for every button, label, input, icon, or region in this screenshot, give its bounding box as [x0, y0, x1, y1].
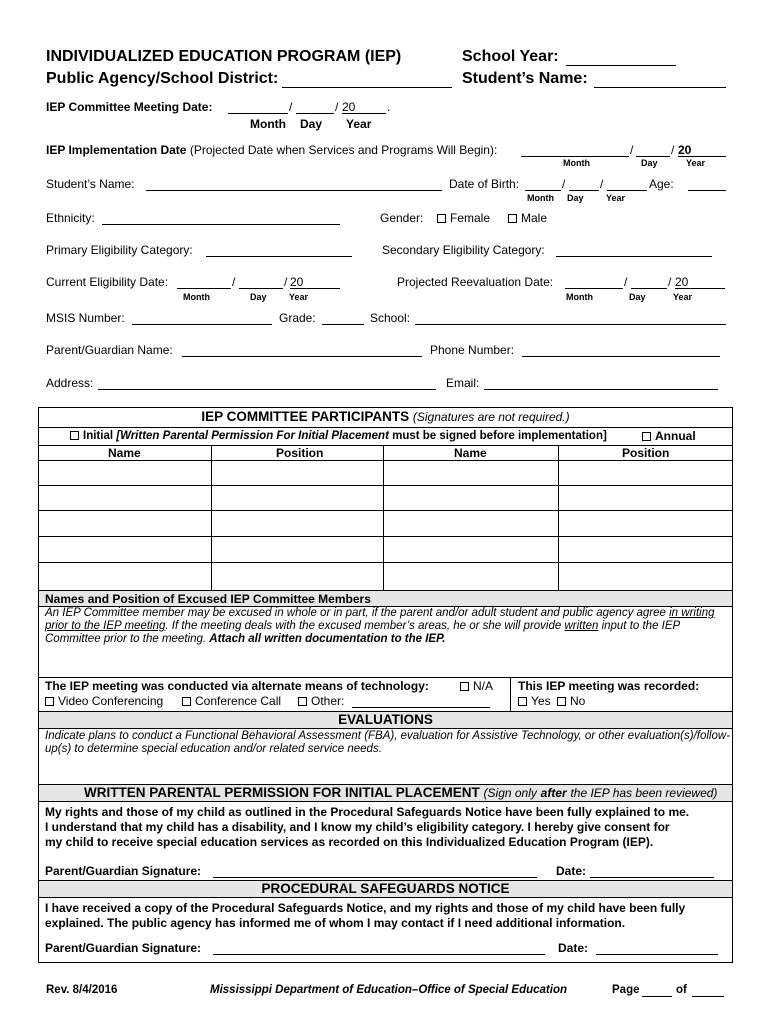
reeval-year-prefix: 20: [675, 275, 689, 289]
no-option[interactable]: [557, 694, 585, 708]
evaluations-text-2: up(s) to determine special education and/or related service needs.: [45, 743, 382, 755]
excused-t2e: input to the IEP: [601, 620, 681, 632]
dob-day-field[interactable]: [569, 190, 599, 191]
initial-row: [70, 430, 607, 442]
other-option[interactable]: [298, 694, 344, 708]
day-caption: Day: [250, 292, 267, 302]
excused-t2u2: written: [564, 620, 599, 632]
participants-title: IEP COMMITTEE PARTICIPANTS: [201, 409, 410, 424]
annual-label: Annual: [655, 429, 696, 443]
conference-label: Conference Call: [195, 694, 282, 708]
divider: [38, 897, 733, 898]
day-caption: Day: [641, 158, 658, 168]
grid-line: [510, 677, 511, 711]
initial-note2: must be signed before implementation]: [392, 430, 607, 442]
current-year-prefix: 20: [290, 275, 304, 289]
dob-label: Date of Birth:: [449, 177, 520, 191]
other-checkbox[interactable]: [298, 697, 307, 706]
meeting-month-field[interactable]: [228, 113, 288, 114]
school-field[interactable]: [415, 324, 726, 325]
permission-title: WRITTEN PARENTAL PERMISSION FOR INITIAL PLACEMENT: [84, 785, 480, 800]
other-label: Other:: [311, 694, 345, 708]
participants-title-row: [38, 409, 733, 424]
safeguards-line-1: I have received a copy of the Procedural Safeguards Notice, and my rights and those of my child have been fully: [45, 901, 686, 915]
slash: /: [630, 143, 634, 157]
permission-note-b: after: [540, 786, 567, 800]
phone-label: Phone Number:: [430, 343, 515, 357]
male-label: Male: [521, 211, 548, 225]
excused-t1: An IEP Committee member may be excused in whole or in part, if the parent and/or adult student and public agency agree: [45, 607, 666, 619]
safeguards-title: PROCEDURAL SAFEGUARDS NOTICE: [261, 881, 510, 896]
permission-line-3: my child to receive special education services as recorded on this Individualized Education Program (IEP).: [45, 835, 654, 849]
grid-line: [558, 445, 559, 590]
evaluations-text-1: Indicate plans to conduct a Functional Behavioral Assessment (FBA), evaluation for Assistive Technology, or other evaluation(s)/follow-: [45, 730, 731, 742]
slash: /: [624, 275, 628, 289]
primary-eligibility-field[interactable]: [206, 256, 352, 257]
period: .: [387, 100, 391, 114]
safeguards-sig-field[interactable]: [213, 954, 545, 955]
permission-date-field[interactable]: [590, 877, 714, 878]
current-month-field[interactable]: [177, 288, 231, 289]
male-option[interactable]: [508, 211, 547, 225]
ethnicity-label: Ethnicity:: [46, 211, 95, 225]
secondary-eligibility-label: Secondary Eligibility Category:: [382, 243, 545, 257]
evaluations-title: EVALUATIONS: [338, 712, 433, 727]
implementation-label-row: [46, 143, 497, 157]
implementation-note: (Projected Date when Services and Programs Will Begin):: [189, 143, 498, 157]
col-position-2: Position: [622, 446, 670, 460]
student-name-field[interactable]: [146, 190, 442, 191]
gender-label: Gender:: [380, 211, 424, 225]
parent-name-label: Parent/Guardian Name:: [46, 343, 173, 357]
yes-checkbox[interactable]: [518, 697, 527, 706]
slash: /: [600, 177, 604, 191]
month-caption: Month: [527, 193, 554, 203]
table-row[interactable]: [38, 485, 733, 486]
na-label: N/A: [473, 679, 494, 693]
school-year-label: School Year:: [462, 48, 559, 65]
excused-text-3: [45, 633, 445, 645]
email-field[interactable]: [484, 389, 718, 390]
slash: /: [232, 275, 236, 289]
meeting-date-label: IEP Committee Meeting Date:: [46, 100, 213, 114]
revision-date: Rev. 8/4/2016: [46, 984, 118, 996]
current-year-field[interactable]: [290, 288, 340, 289]
permission-title-row: [84, 785, 717, 800]
grade-field[interactable]: [322, 324, 364, 325]
month-caption: Month: [183, 292, 210, 302]
msis-field[interactable]: [132, 324, 272, 325]
col-position: Position: [276, 446, 324, 460]
page-number-field[interactable]: [642, 996, 672, 997]
excused-text-1: [45, 607, 715, 619]
current-eligibility-label: Current Eligibility Date:: [46, 275, 169, 289]
annual-option[interactable]: [642, 429, 696, 443]
initial-checkbox[interactable]: [70, 431, 79, 440]
permission-sig-label: Parent/Guardian Signature:: [45, 864, 202, 878]
divider: [38, 801, 733, 802]
excused-t3: Committee prior to the meeting.: [45, 633, 207, 645]
conference-checkbox[interactable]: [182, 697, 191, 706]
divider: [38, 677, 733, 678]
excused-t2: . If the meeting deals with the excused member’s areas, he or she will provide: [165, 620, 562, 632]
year-caption: Year: [686, 158, 706, 168]
female-label: Female: [450, 211, 491, 225]
safeguards-sig-label: Parent/Guardian Signature:: [45, 941, 202, 955]
reeval-label: Projected Reevaluation Date:: [397, 275, 554, 289]
reeval-year-field[interactable]: [675, 288, 725, 289]
male-checkbox[interactable]: [508, 214, 517, 223]
meeting-day-field[interactable]: [296, 113, 334, 114]
dob-year-field[interactable]: [607, 190, 647, 191]
slash: /: [335, 100, 339, 114]
student-name-header-field[interactable]: [594, 87, 726, 88]
grid-line: [383, 445, 384, 590]
year-caption: Year: [606, 193, 626, 203]
permission-date-label: Date:: [556, 864, 587, 878]
technology-label: The IEP meeting was conducted via alternate means of technology:: [45, 679, 429, 693]
impl-year-prefix: 20: [678, 143, 692, 157]
department-name: Mississippi Department of Education–Office of Special Education: [210, 984, 567, 996]
no-label: No: [570, 694, 586, 708]
dob-month-field[interactable]: [525, 190, 561, 191]
initial-note: [Written Parental Permission For Initial Placement: [116, 430, 389, 442]
col-name: Name: [108, 446, 141, 460]
school-year-field[interactable]: [566, 65, 676, 66]
slash: /: [668, 275, 672, 289]
grade-label: Grade:: [279, 311, 316, 325]
table-row[interactable]: [38, 460, 733, 461]
permission-sig-field[interactable]: [213, 877, 537, 878]
year-caption: Year: [289, 292, 309, 302]
permission-note-a: (Sign only: [483, 786, 537, 800]
slash: /: [671, 143, 675, 157]
safeguards-date-field[interactable]: [596, 954, 718, 955]
month-caption: Month: [250, 117, 286, 131]
implementation-label: IEP Implementation Date: [46, 143, 187, 157]
female-option[interactable]: [437, 211, 490, 225]
excused-text-2: [45, 620, 680, 632]
ethnicity-field[interactable]: [102, 224, 340, 225]
excused-title: Names and Position of Excused IEP Committee Members: [45, 592, 371, 606]
year-caption: Year: [673, 292, 693, 302]
month-caption: Month: [566, 292, 593, 302]
video-label: Video Conferencing: [58, 694, 164, 708]
day-caption: Day: [629, 292, 646, 302]
impl-month-field[interactable]: [521, 156, 629, 157]
email-label: Email:: [446, 376, 480, 390]
excused-t1u: in writing: [669, 607, 715, 619]
address-label: Address:: [46, 376, 94, 390]
parent-name-field[interactable]: [182, 356, 422, 357]
col-name-2: Name: [454, 446, 487, 460]
student-name-header-label: Student’s Name:: [462, 70, 588, 87]
current-day-field[interactable]: [239, 288, 283, 289]
impl-day-field[interactable]: [636, 156, 670, 157]
permission-line-2: I understand that my child has a disability, and I know my child’s eligibility category. I hereby give consent for: [45, 820, 670, 834]
female-checkbox[interactable]: [437, 214, 446, 223]
divider: [38, 728, 733, 729]
recorded-label: This IEP meeting was recorded:: [518, 679, 700, 693]
table-row[interactable]: [38, 536, 733, 537]
safeguards-date-label: Date:: [558, 941, 589, 955]
grid-line: [211, 445, 212, 590]
slash: /: [289, 100, 293, 114]
student-name-label: Student’s Name:: [46, 177, 135, 191]
permission-line-1: My rights and those of my child as outlined in the Procedural Safeguards Notice have been fully explained to me.: [45, 805, 690, 819]
excused-t2u: prior to the IEP meeting: [45, 620, 166, 632]
age-label: Age:: [649, 177, 674, 191]
phone-field[interactable]: [522, 356, 720, 357]
video-option[interactable]: [45, 694, 163, 708]
reeval-day-field[interactable]: [631, 288, 667, 289]
day-caption: Day: [567, 193, 584, 203]
agency-field[interactable]: [282, 87, 452, 88]
na-checkbox[interactable]: [460, 682, 469, 691]
na-option[interactable]: [460, 679, 493, 693]
table-row[interactable]: [38, 562, 733, 563]
impl-year-field[interactable]: [678, 156, 726, 157]
of-label: of: [676, 984, 687, 996]
month-caption: Month: [563, 158, 590, 168]
page-total-field[interactable]: [692, 996, 724, 997]
yes-option[interactable]: [518, 694, 551, 708]
reeval-month-field[interactable]: [565, 288, 623, 289]
form-title: INDIVIDUALIZED EDUCATION PROGRAM (IEP): [46, 48, 402, 65]
video-checkbox[interactable]: [45, 697, 54, 706]
other-field[interactable]: [352, 707, 490, 708]
agency-label: Public Agency/School District:: [46, 70, 279, 87]
school-label: School:: [370, 311, 411, 325]
participants-note: (Signatures are not required.): [412, 410, 570, 424]
slash: /: [284, 275, 288, 289]
page-label: Page: [612, 984, 640, 996]
address-field[interactable]: [98, 389, 436, 390]
slash: /: [562, 177, 566, 191]
initial-label: Initial: [83, 430, 114, 442]
meeting-year-field[interactable]: [342, 113, 386, 114]
age-field[interactable]: [688, 190, 726, 191]
no-checkbox[interactable]: [557, 697, 566, 706]
meeting-year-prefix: 20: [342, 100, 356, 114]
safeguards-line-2: explained. The public agency has informed me of whom I may contact if I need additional information.: [45, 916, 626, 930]
msis-label: MSIS Number:: [46, 311, 125, 325]
table-row[interactable]: [38, 510, 733, 511]
day-caption: Day: [300, 117, 323, 131]
yes-label: Yes: [531, 694, 551, 708]
permission-note-c: the IEP has been reviewed): [570, 786, 718, 800]
divider: [38, 427, 733, 428]
conference-option[interactable]: [182, 694, 281, 708]
annual-checkbox[interactable]: [642, 432, 651, 441]
excused-t3b: Attach all written documentation to the IEP.: [209, 633, 446, 645]
secondary-eligibility-field[interactable]: [556, 256, 712, 257]
primary-eligibility-label: Primary Eligibility Category:: [46, 243, 193, 257]
year-caption: Year: [346, 117, 372, 131]
